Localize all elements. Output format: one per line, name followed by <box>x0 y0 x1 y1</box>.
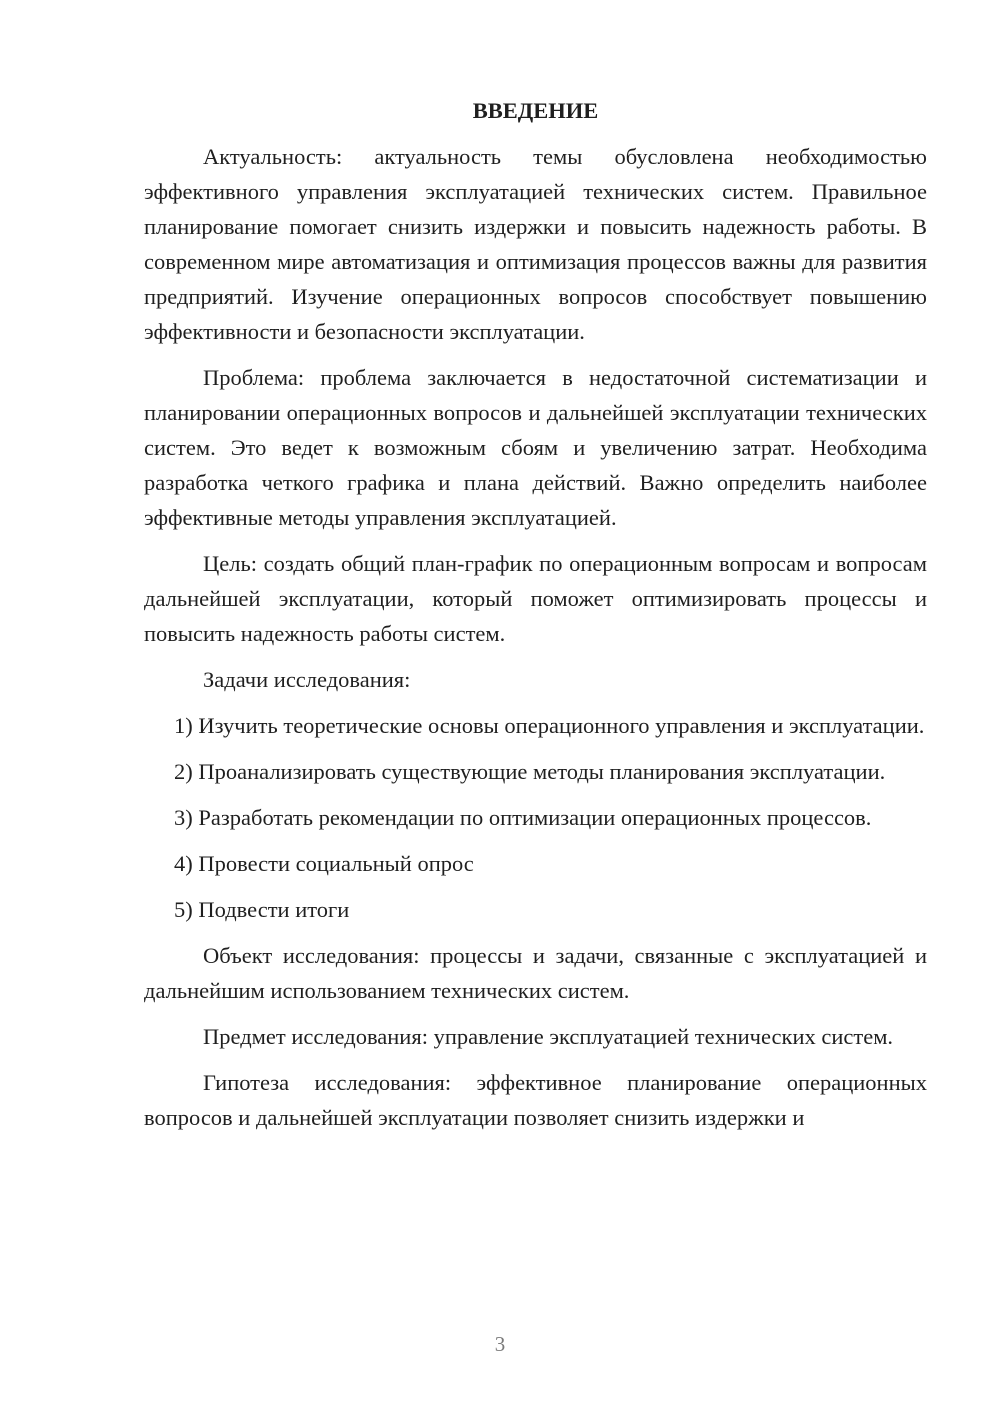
relevance-paragraph: Актуальность: актуальность темы обусловлена необходимостью эффективного управления эксплуатацией технических систем. Правильное планирование помогает снизить издержки и повысить надежность работы. В современном мире автоматизация и оптимизация процессов важны для развития предприятий. Изучение операционных вопросов способствует повышению эффективности и безопасности эксплуатации. <box>144 144 927 344</box>
subject-paragraph: Предмет исследования: управление эксплуатацией технических систем. <box>203 1024 894 1049</box>
problem-paragraph: Проблема: проблема заключается в недостаточной систематизации и планировании операционных вопросов и дальнейшей эксплуатации технических систем. Это ведет к возможным сбоям и увеличению затрат. Необходима разработка четкого графика и плана действий. Важно определить наиболее эффективные методы управления эксплуатацией. <box>144 365 927 530</box>
task-item-3: 3) Разработать рекомендации по оптимизации операционных процессов. <box>174 805 872 830</box>
task-item-4: 4) Провести социальный опрос <box>174 851 474 876</box>
task-item-5: 5) Подвести итоги <box>174 897 350 922</box>
goal-paragraph: Цель: создать общий план-график по операционным вопросам и вопросам дальнейшей эксплуатации, который поможет оптимизировать процессы и повысить надежность работы систем. <box>144 551 927 646</box>
task-item-2: 2) Проанализировать существующие методы планирования эксплуатации. <box>174 759 886 784</box>
page-number: 3 <box>494 1332 506 1356</box>
object-paragraph: Объект исследования: процессы и задачи, связанные с эксплуатацией и дальнейшим использованием технических систем. <box>144 943 927 1003</box>
tasks-heading: Задачи исследования: <box>203 667 411 692</box>
task-item-1: 1) Изучить теоретические основы операционного управления и эксплуатации. <box>174 713 925 738</box>
section-title: ВВЕДЕНИЕ <box>472 98 599 123</box>
hypothesis-paragraph: Гипотеза исследования: эффективное планирование операционных вопросов и дальнейшей эксплуатации позволяет снизить издержки и <box>144 1070 927 1130</box>
document-body <box>144 93 927 1146</box>
